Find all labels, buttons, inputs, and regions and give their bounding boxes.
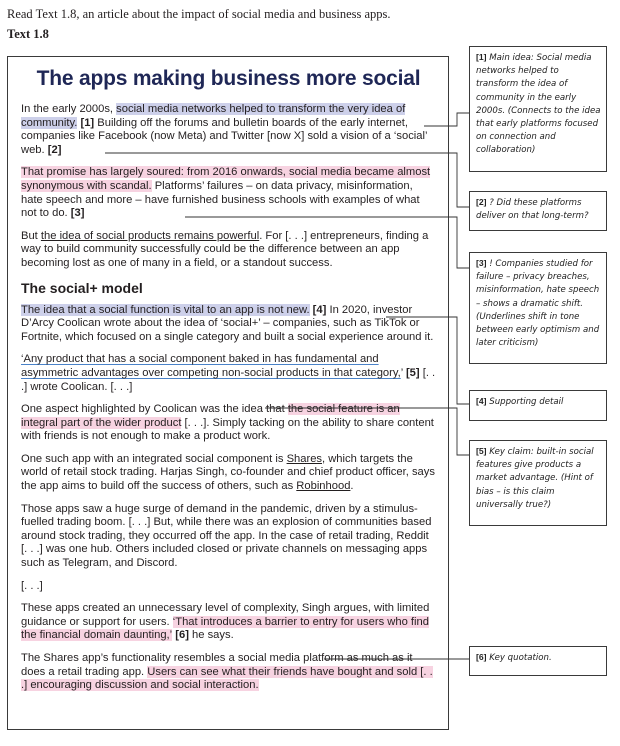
paragraph-7 [21, 453, 436, 494]
paragraph-10 [21, 652, 436, 693]
note-ref: [5] [476, 446, 487, 456]
text: But [21, 229, 41, 242]
text-label: Text 1.8 [7, 27, 49, 41]
text: In 2020, investor D’Arcy Coolican wrote about the idea of ‘social+’ – companies, such as TikTok or Fortnite, which focused on a single category and built a social experience around it. [21, 303, 434, 343]
paragraph-9 [21, 602, 436, 643]
note-ref: [6] [476, 652, 487, 662]
paragraph-6 [21, 403, 436, 444]
margin-note-1 [469, 46, 607, 172]
paragraph-2 [21, 166, 436, 220]
note-text: Key quotation. [489, 653, 552, 663]
note-ref: [1] [476, 52, 487, 62]
underlined-quote: ‘Any product that has a social component baked in has fundamental and asymmetric advantages over competing non-social products in that category, [21, 353, 401, 379]
article-title: The apps making business more social [36, 67, 421, 90]
robinhood-link[interactable]: Robinhood [296, 480, 351, 493]
text: he says. [188, 629, 234, 642]
margin-note-5 [469, 440, 607, 526]
text: These apps created an unnecessary level of complexity, Singh argues, with limited guidance or support for users. [21, 602, 430, 628]
text: [. . .] wrote Coolican. [. . .] [21, 366, 436, 393]
paragraph-1 [21, 103, 436, 157]
highlight-blue: social media networks helped to transform the very idea of community. [21, 103, 406, 129]
ellipsis: [. . .] [21, 579, 43, 592]
margin-note-6 [469, 646, 607, 676]
text: [. . .]. Simply tacking on the ability to share content with friends is not enough to make a product work. [21, 416, 434, 443]
text: In the early 2000s, [21, 103, 117, 115]
annotation-ref-5: [5] [405, 366, 420, 379]
annotation-ref-2: [2] [47, 143, 62, 156]
note-text: ? Did these platforms deliver on that long-term? [476, 198, 589, 222]
instruction-text: Read Text 1.8, an article about the impact of social media and business apps. [7, 7, 391, 21]
annotation-ref-3: [3] [70, 207, 85, 220]
text: ’ [400, 366, 406, 379]
highlight-pink: That promise has largely soured: from 2016 onwards, social media became almost synonymous with scandal. [21, 166, 431, 192]
margin-note-2 [469, 191, 607, 231]
text: One such app with an integrated social component is [21, 452, 287, 465]
note-text: ! Companies studied for failure – privacy breaches, misinformation, hate speech – shows a dramatic shift. (Underlines shift in tone between early optimism and later criticism) [476, 259, 600, 349]
annotation-ref-6: [6] [172, 629, 189, 642]
article-box [7, 56, 449, 730]
text: . For [. . .] entrepreneurs, finding a way to build community successfully could be the difference between an app becoming lost as one of many in a field, or a standout success. [21, 229, 429, 269]
highlight-pink: the social feature is an integral part of the wider product [21, 403, 400, 429]
note-ref: [4] [476, 396, 487, 406]
text: Platforms’ failures – on data privacy, misinformation, hate speech and more – have furnished business schools with examples of what not to do. [21, 179, 420, 220]
highlight-pink: ‘That introduces a barrier to entry for users who find the financial domain daunting,’ [21, 615, 429, 642]
underlined-text: the idea of social products remains powerful [40, 229, 260, 242]
paragraph-8: Those apps saw a huge surge of demand in the pandemic, driven by a stimulus-fuelled trading boom. [. . .] But, while there was an explosion of communities based around stock trading, they occurred off the app. In the case of retail trading, Reddit [. . .] was one hub. Others included closed or private channels on messaging apps such as Telegram, and Discord. [21, 502, 432, 570]
note-ref: [3] [476, 258, 487, 268]
note-ref: [2] [476, 197, 487, 207]
annotation-ref-1: [1] [77, 116, 95, 129]
margin-note-3 [469, 252, 607, 364]
paragraph-4 [21, 304, 436, 345]
highlight-pink: Users can see what their friends have bought and sold [. . .] encouraging discussion and social interaction. [21, 665, 433, 692]
text: Building off the forums and bulletin boards of the early internet, companies like Facebook (now Meta) and Twitter [now X] sold a vision of a ‘social’ web. [21, 116, 428, 156]
text: One aspect highlighted by Coolican was the idea that [21, 403, 288, 416]
paragraph-5 [21, 353, 436, 394]
text: , which targets the world of retail stock trading. Harjas Singh, co-founder and chief product officer, says the app aims to build off the success of others, such as [21, 452, 435, 493]
note-text: Main idea: Social media networks helped to transform the idea of community in the early 2000s. (Connects to the idea that early platforms focused on connection and collaboration) [476, 53, 601, 156]
highlight-blue: The idea that a social function is vital to an app is not new. [21, 303, 310, 316]
text: . [350, 480, 354, 493]
shares-link[interactable]: Shares [286, 452, 323, 465]
text: The Shares app’s functionality resembles a social media platform as much as it does a retail trading app. [21, 652, 413, 678]
note-text: Supporting detail [489, 397, 564, 407]
margin-note-4 [469, 390, 607, 421]
note-text: Key claim: built-in social features give products a market advantage. (Hint of bias – is this claim universally true?) [476, 447, 594, 510]
paragraph-3 [21, 230, 436, 271]
subheading: The social+ model [21, 279, 143, 296]
annotation-ref-4: [4] [309, 303, 327, 316]
